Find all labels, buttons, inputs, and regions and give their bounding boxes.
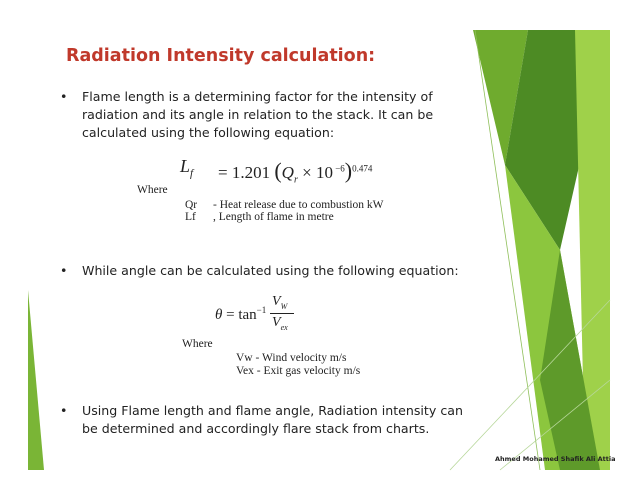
eq2-den-var: V <box>272 315 281 330</box>
eq2-lhs <box>215 305 266 324</box>
eq-exp-outer: 0.474 <box>352 163 373 174</box>
eq2-num-sub: W <box>280 301 288 311</box>
bullet-dot: • <box>60 403 68 418</box>
bullet-dot: • <box>60 263 68 278</box>
bullet-angle <box>60 262 480 280</box>
eq-sub-r: r <box>293 174 298 186</box>
eq-var-Q: Q <box>281 163 294 182</box>
where-label: Where <box>137 184 168 196</box>
bullet-text: While angle can be calculated using the following equation: <box>82 263 459 278</box>
bullet-flame-length <box>60 88 480 142</box>
eq-var-L: L <box>180 156 191 176</box>
equation-rhs <box>218 158 372 185</box>
def-text-qr: - Heat release due to combustion kW <box>213 199 384 211</box>
eq2-denominator <box>272 315 288 332</box>
eq2-fraction-bar <box>270 313 294 314</box>
eq-times-ten: × 10 <box>302 163 333 182</box>
eq2-num-var: V <box>272 294 281 309</box>
eq-close-paren: ) <box>344 158 353 183</box>
bullet-dot: • <box>60 89 68 104</box>
author-footer: Ahmed Mohamed Shafik Ali Attia <box>495 455 616 463</box>
eq-equals-coeff: = 1.201 <box>218 163 271 182</box>
def-line-vw: Vw - Wind velocity m/s <box>236 352 347 364</box>
eq-open-paren: ( <box>274 158 282 183</box>
eq2-numerator <box>272 294 287 311</box>
eq2-den-sub: ex <box>280 322 288 332</box>
slide-title: Radiation Intensity calculation: <box>66 46 376 66</box>
eq-exp-minus6: −6 <box>332 163 345 174</box>
def-line-vex: Vex - Exit gas velocity m/s <box>236 365 361 377</box>
eq-sub-f: f <box>190 167 194 180</box>
where-label-2: Where <box>182 338 213 350</box>
def-symbol-lf: Lf <box>185 211 196 223</box>
def-text-lf: , Length of flame in metre <box>213 211 334 223</box>
def-symbol-qr: Qr <box>185 199 198 211</box>
green-shape-bottom-left <box>28 290 44 470</box>
bullet-radiation-intensity <box>60 402 480 438</box>
bullet-text: Using Flame length and flame angle, Radiation intensity can be determined and accordingly flare stack from charts. <box>82 403 463 436</box>
eq2-theta: θ <box>215 307 223 323</box>
bullet-text: Flame length is a determining factor for the intensity of radiation and its angle in relation to the stack. It can be calculated using the following equation: <box>82 89 434 140</box>
eq2-exp: −1 <box>256 305 267 315</box>
equation-lhs <box>180 156 193 180</box>
eq2-tan: = tan <box>226 307 257 323</box>
